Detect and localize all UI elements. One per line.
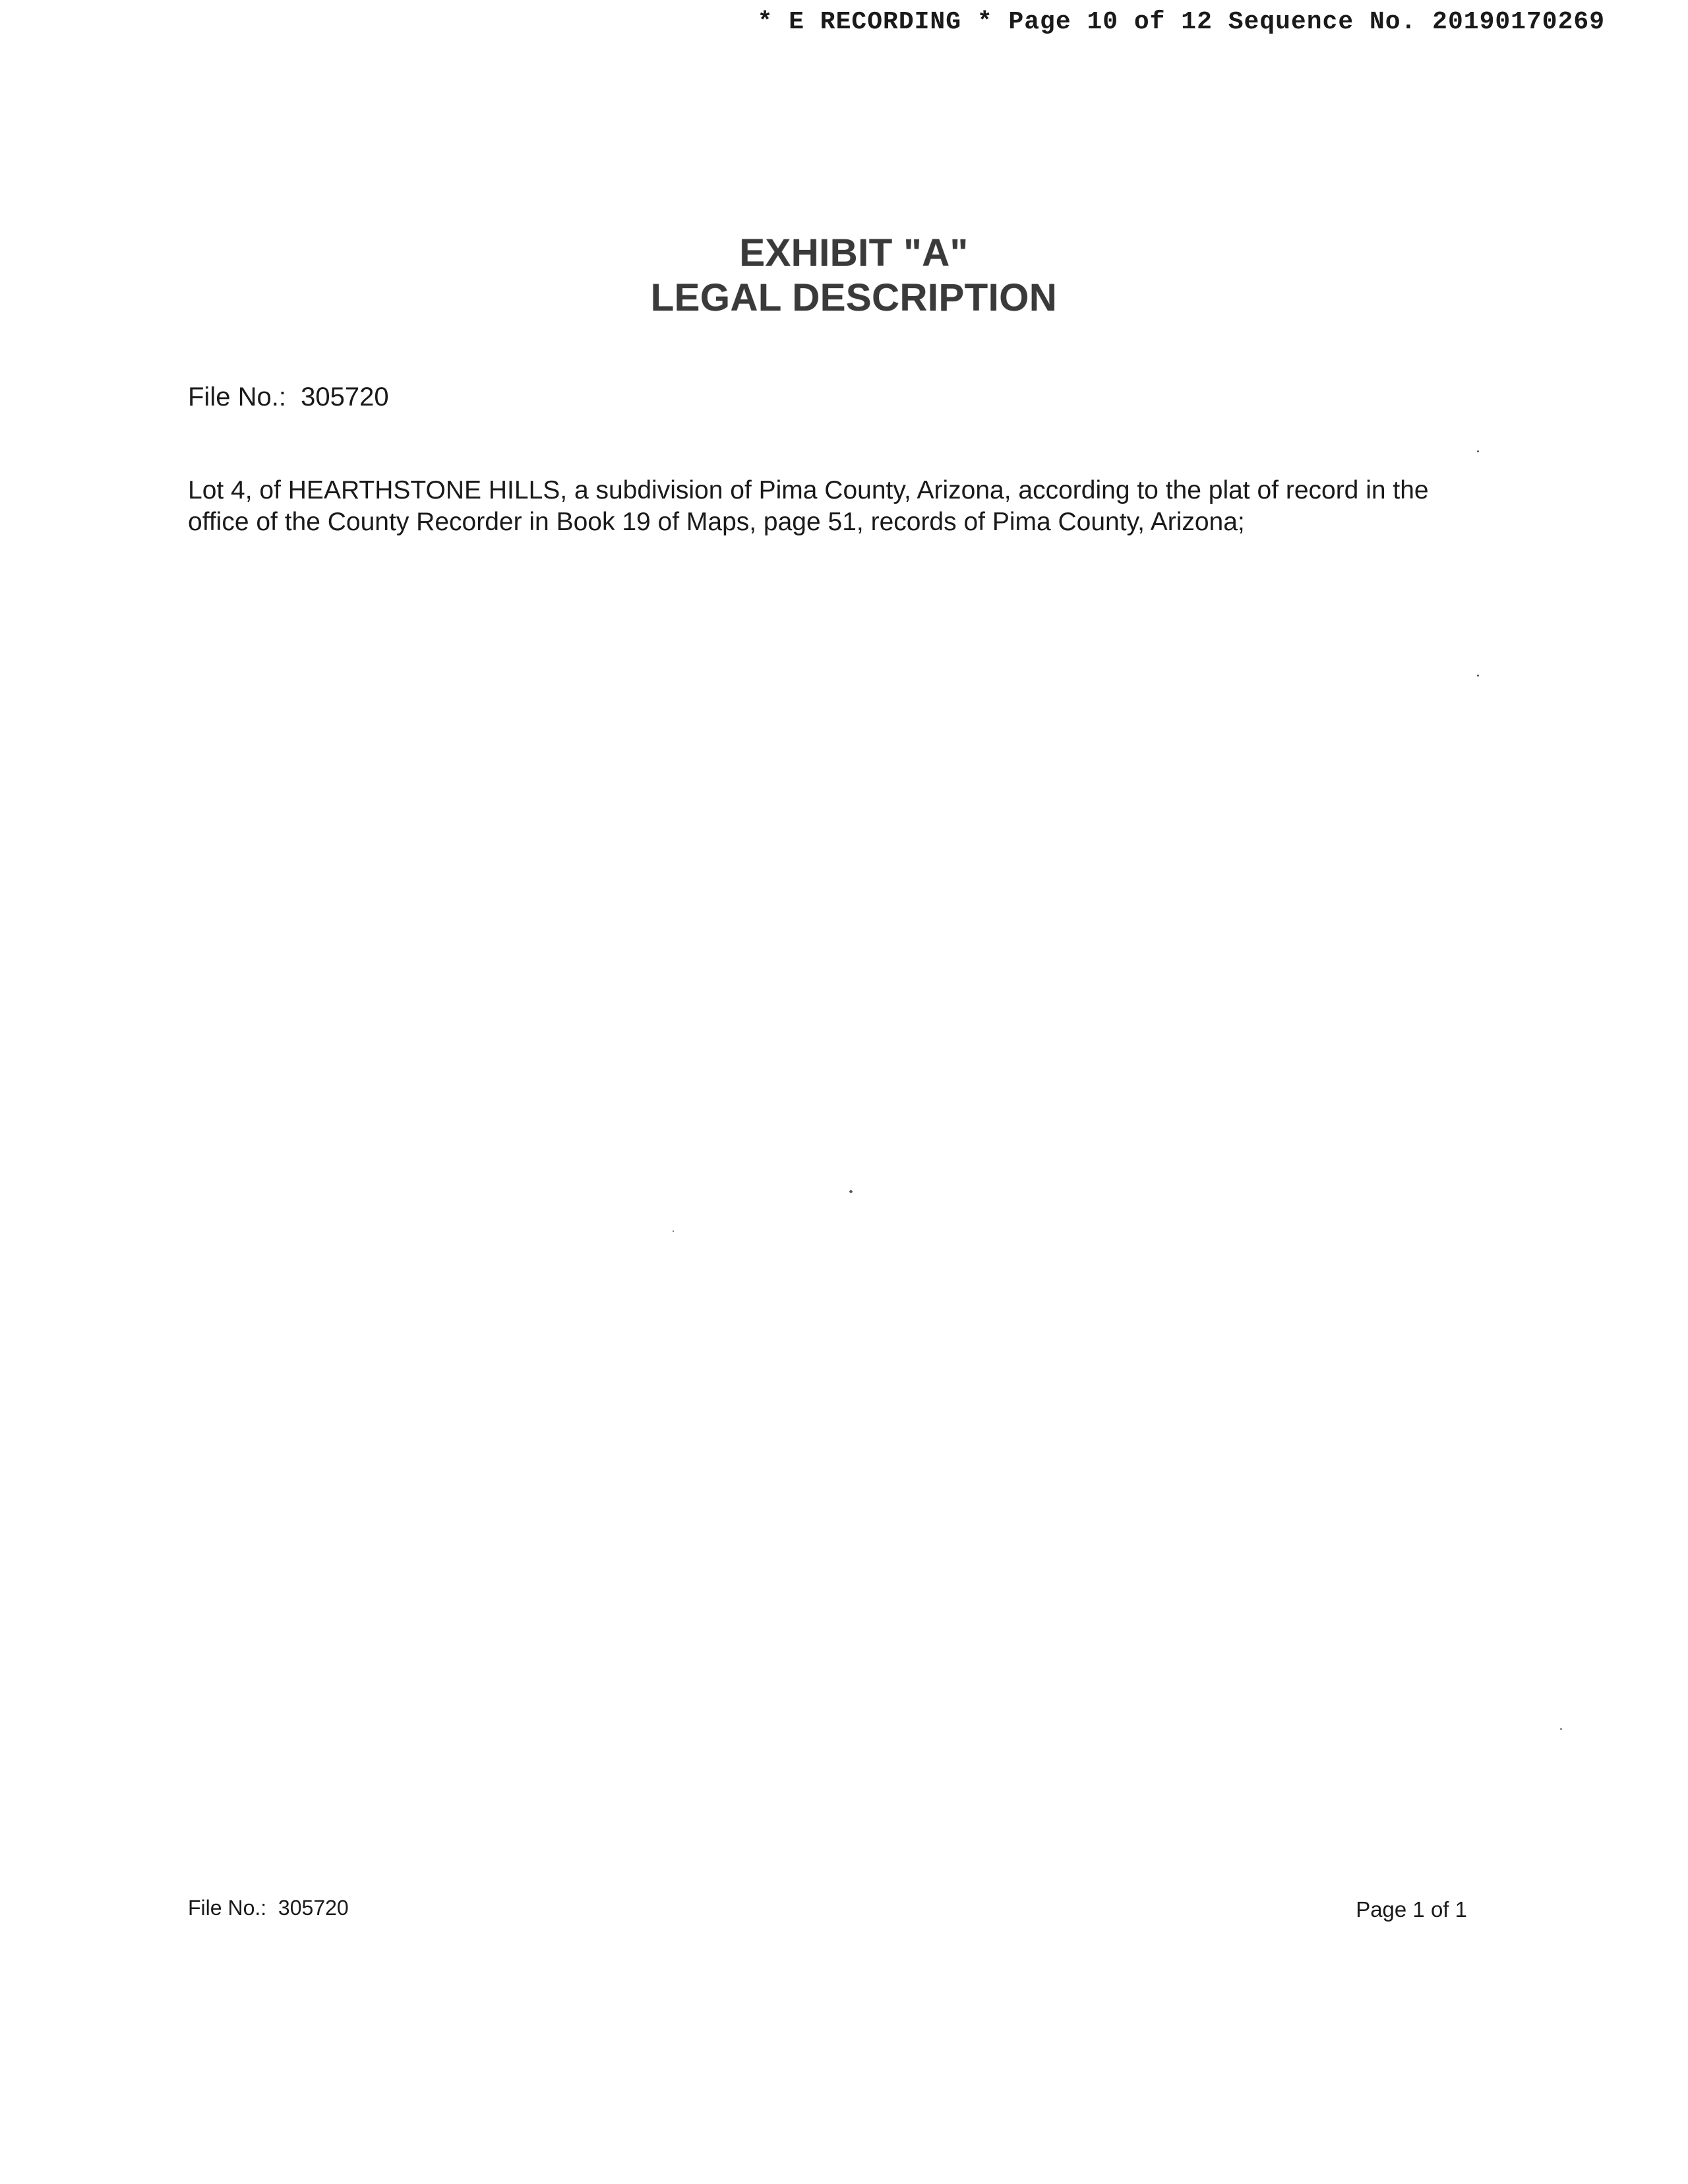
- scan-speck: [1477, 450, 1479, 452]
- recording-stamp: * E RECORDING * Page 10 of 12 Sequence No. 20190170269: [757, 8, 1605, 36]
- footer-file-number: File No.: 305720: [188, 1896, 349, 1920]
- file-number: File No.: 305720: [188, 382, 389, 411]
- scan-speck: [849, 1190, 853, 1193]
- scan-speck: [1560, 1728, 1562, 1730]
- exhibit-title-block: [0, 231, 1688, 320]
- scan-speck: [1477, 675, 1479, 677]
- exhibit-subtitle: LEGAL DESCRIPTION: [650, 276, 1058, 319]
- exhibit-title: EXHIBIT "A": [739, 231, 969, 274]
- scan-speck: [673, 1230, 674, 1232]
- footer-page-indicator: Page 1 of 1: [1356, 1897, 1467, 1922]
- legal-description-text: Lot 4, of HEARTHSTONE HILLS, a subdivision of Pima County, Arizona, according to the plat of record in the office of the County Recorder in Book 19 of Maps, page 51, records of Pima County, Arizona;: [188, 476, 1429, 536]
